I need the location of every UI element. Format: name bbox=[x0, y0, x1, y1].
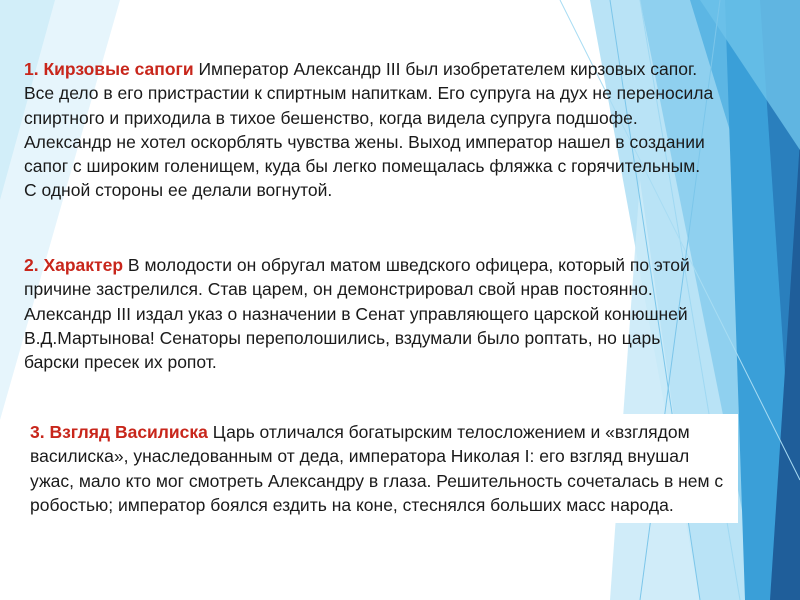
section-heading: 1. Кирзовые сапоги bbox=[24, 59, 194, 79]
section-kirza-boots bbox=[24, 57, 714, 203]
section-body: Царь отличался богатырским телосложением и «взглядом василиска», унаследованным от деда, императора Николая I: его взгляд внушал ужас, мало кто мог смотреть Александру в глаза. Решительность сочеталась в нем с робостью; император боялся ездить на коне, стеснялся больших масс народа. bbox=[30, 422, 724, 515]
section-heading: 2. Характер bbox=[24, 255, 124, 275]
section-body: В молодости он обругал матом шведского офицера, который по этой причине застрелился. Став царем, он демонстрировал свой нрав постоянно. Александр III издал указ о назначении в Сенат управляющего царской конюшней В.Д.Мартынова! Сенаторы переполошились, вздумали было роптать, но царь барски пресек их ропот. bbox=[24, 255, 690, 373]
section-body: Император Александр III был изобретателем кирзовых сапог. Все дело в его пристрастии к спиртным напиткам. Его супруга на дух не переносила спиртного и приходила в тихое бешенство, когда видела супруга подшофе. Александр не хотел оскорблять чувства жены. Выход император нашел в создании сапог с широким голенищем, куда бы легко помещалась фляжка с горячительным. С одной стороны ее делали вогнутой. bbox=[24, 59, 714, 201]
section-heading: 3. Взгляд Василиска bbox=[30, 422, 208, 442]
section-basilisk-gaze bbox=[22, 414, 738, 523]
section-character bbox=[24, 253, 714, 374]
